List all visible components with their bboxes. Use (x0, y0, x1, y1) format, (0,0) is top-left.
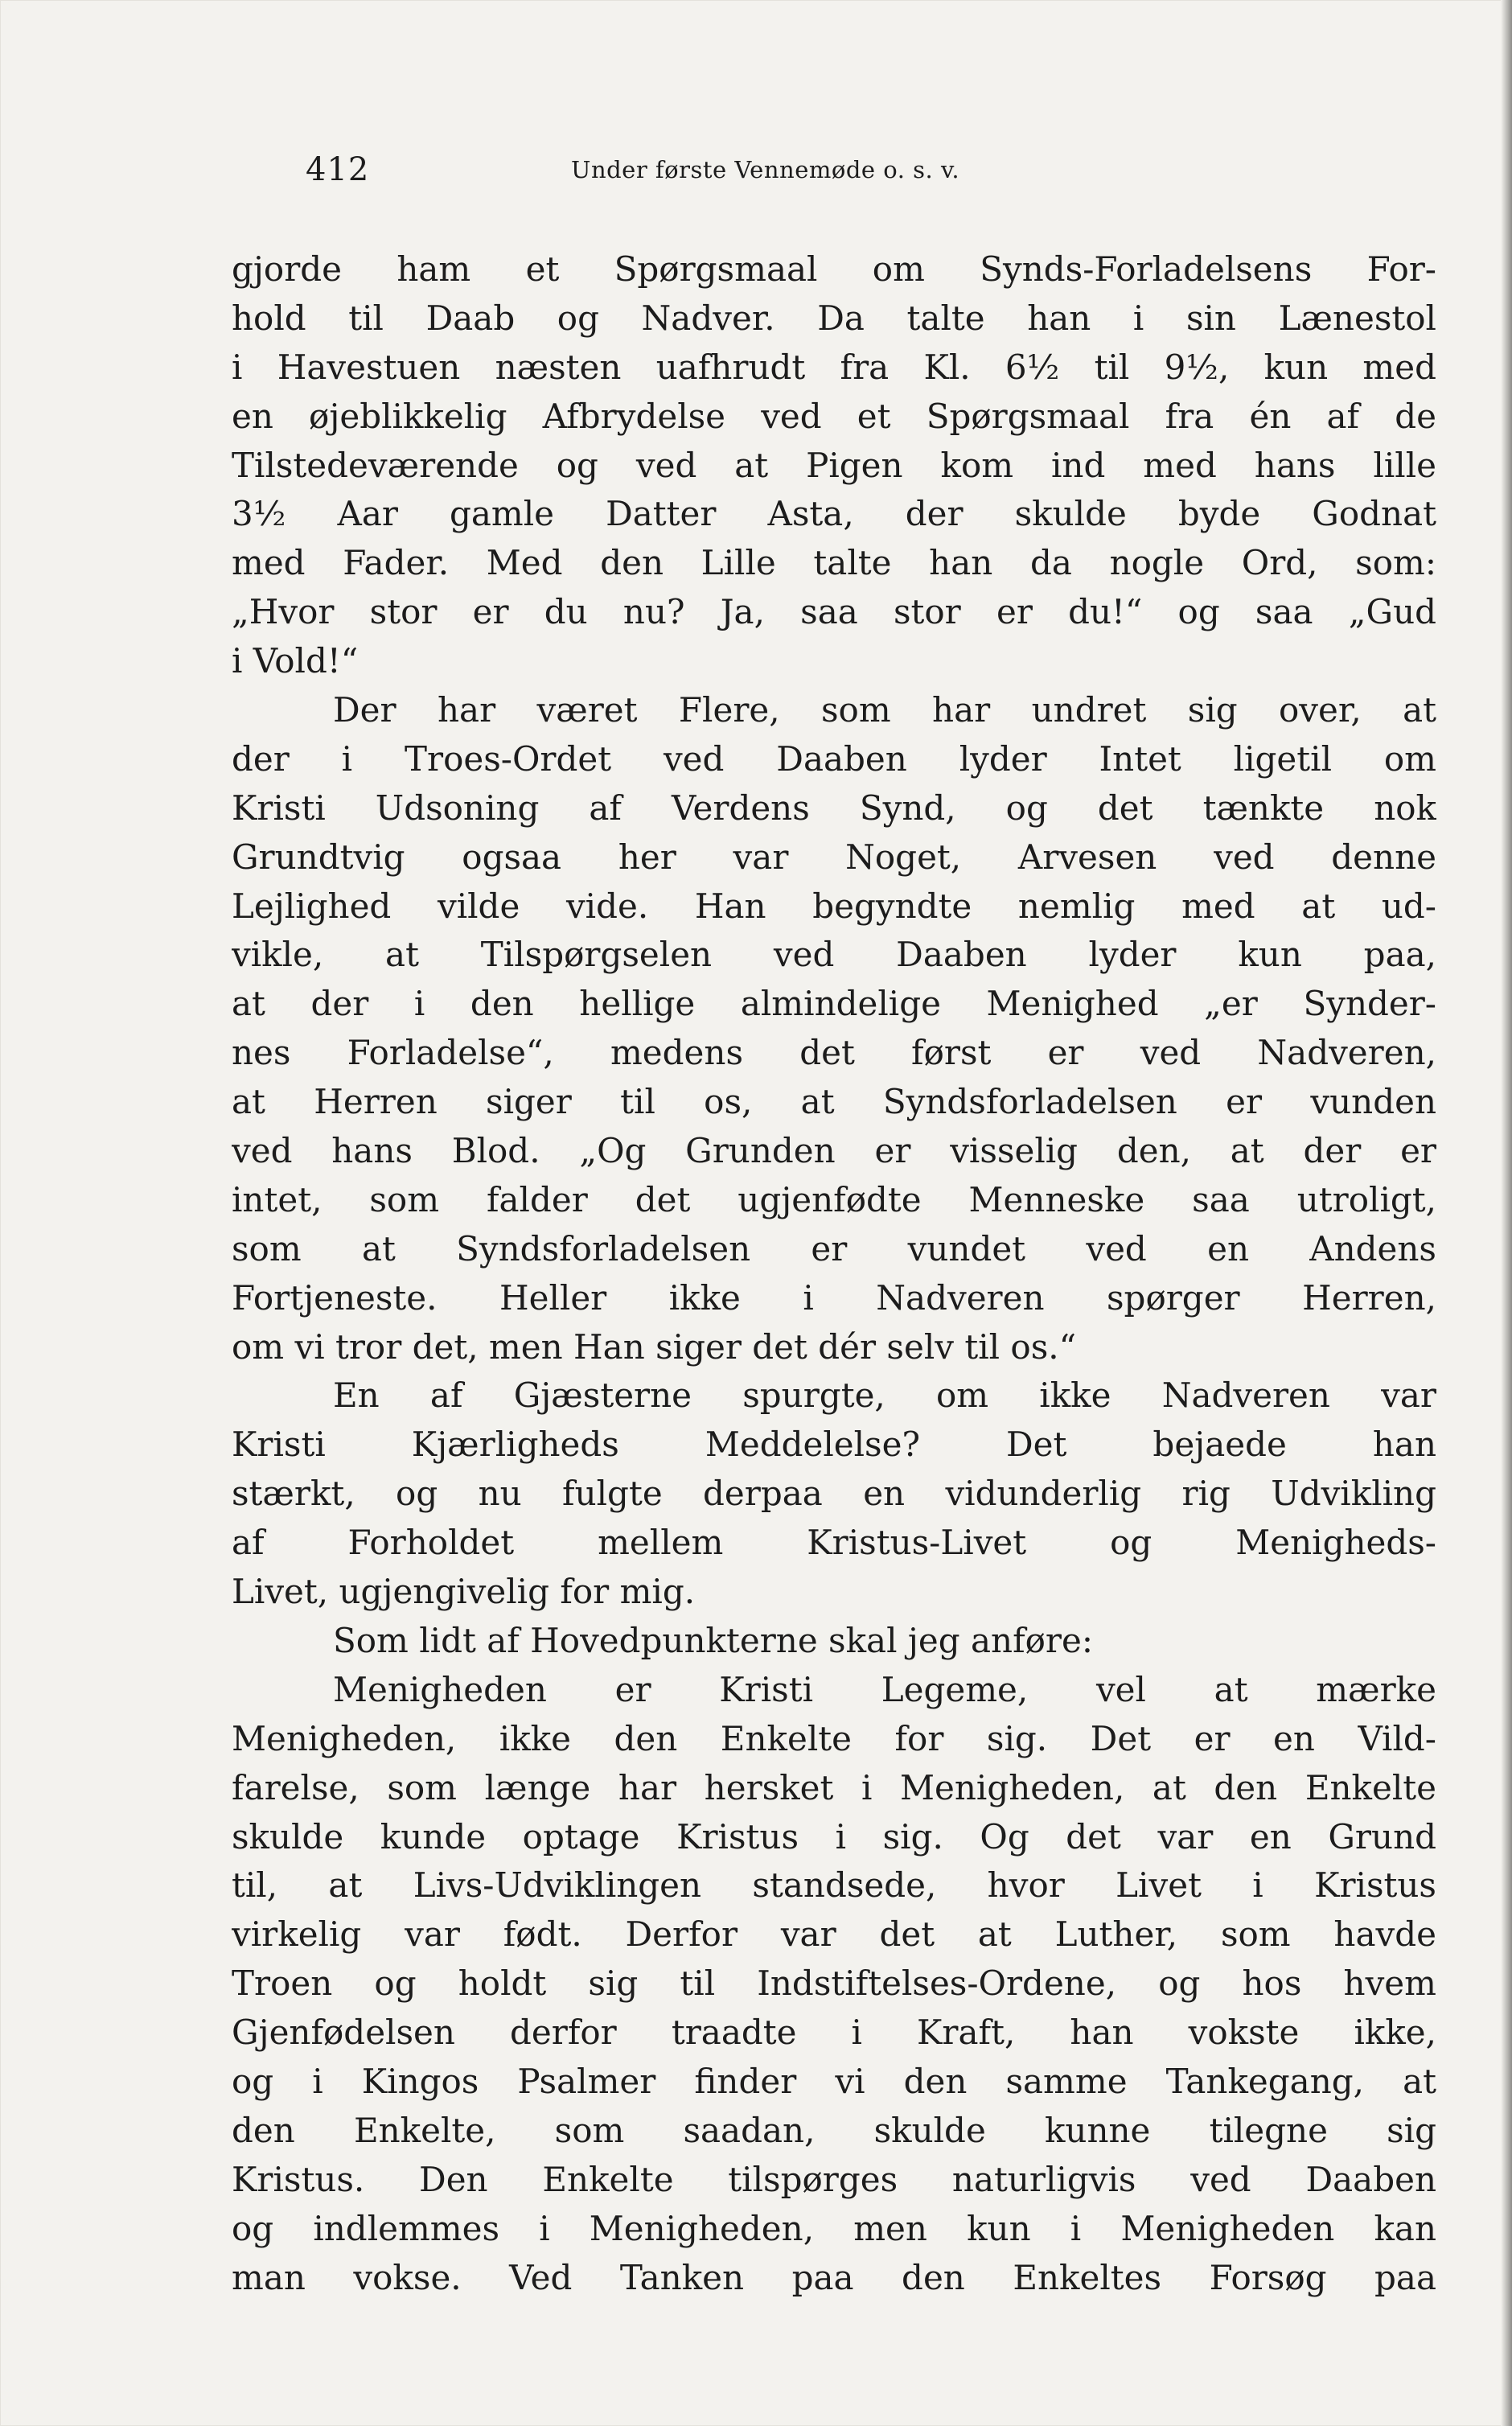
body-text (232, 245, 1436, 2302)
text-line: Gjenfødelsen derfor traadte i Kraft, han vokste ikke, (232, 2013, 1436, 2053)
text-line: 3½ Aar gamle Datter Asta, der skulde byde Godnat (232, 494, 1436, 534)
text-line: om vi tror det, men Han siger det dér selv til os.“ (232, 1326, 1077, 1367)
text-line: af Forholdet mellem Kristus-Livet og Menigheds- (232, 1523, 1436, 1563)
text-line: Menigheden er Kristi Legeme, vel at mærke (333, 1669, 1436, 1709)
text-line: hold til Daab og Nadver. Da talte han i sin Lænestol (232, 298, 1436, 338)
text-line: at der i den hellige almindelige Menighed „er Synder- (232, 984, 1436, 1024)
text-line: Menigheden, ikke den Enkelte for sig. Det er en Vild- (232, 1718, 1436, 1758)
text-line: nes Forladelse“, medens det først er ved Nadveren, (232, 1033, 1436, 1073)
page-header (306, 151, 1158, 191)
text-line: en øjeblikkelig Afbrydelse ved et Spørgsmaal fra én af de (232, 396, 1436, 436)
text-line: En af Gjæsterne spurgte, om ikke Nadveren var (333, 1375, 1436, 1416)
text-line: og i Kingos Psalmer finder vi den samme Tankegang, at (232, 2061, 1436, 2101)
text-line: som at Syndsforladelsen er vundet ved en Andens (232, 1228, 1436, 1269)
text-line: vikle, at Tilspørgselen ved Daaben lyder kun paa, (232, 935, 1436, 975)
text-line: Livet, ugjengivelig for mig. (232, 1572, 696, 1612)
text-line: farelse, som længe har hersket i Menigheden, at den Enkelte (232, 1767, 1436, 1807)
text-line: man vokse. Ved Tanken paa den Enkeltes Forsøg paa (232, 2257, 1436, 2297)
running-head: Under første Vennemøde o. s. v. (571, 156, 960, 183)
text-line: „Hvor stor er du nu? Ja, saa stor er du!“ og saa „Gud (232, 592, 1436, 632)
text-line: Tilstedeværende og ved at Pigen kom ind med hans lille (232, 445, 1436, 485)
text-line: Grundtvig ogsaa her var Noget, Arvesen ved denne (232, 837, 1436, 877)
text-line: virkelig var født. Derfor var det at Luther, som havde (232, 1914, 1436, 1955)
text-line: Troen og holdt sig til Indstiftelses-Ordene, og hos hvem (232, 1963, 1436, 2004)
text-line: stærkt, og nu fulgte derpaa en vidunderlig rig Udvikling (232, 1474, 1436, 1514)
text-line: skulde kunde optage Kristus i sig. Og det var en Grund (232, 1816, 1436, 1857)
text-line: at Herren siger til os, at Syndsforladelsen er vunden (232, 1082, 1436, 1122)
text-line: Som lidt af Hovedpunkterne skal jeg anføre: (333, 1620, 1093, 1660)
text-line: i Havestuen næsten uafhrudt fra Kl. 6½ til 9½, kun med (232, 347, 1436, 387)
text-line: Lejlighed vilde vide. Han begyndte nemlig med at ud- (232, 886, 1436, 926)
page-number: 412 (306, 151, 370, 188)
text-line: intet, som falder det ugjenfødte Menneske saa utroligt, (232, 1179, 1436, 1219)
text-line: Kristus. Den Enkelte tilspørges naturligvis ved Daaben (232, 2159, 1436, 2199)
text-line: til, at Livs-Udviklingen standsede, hvor Livet i Kristus (232, 1865, 1436, 1906)
text-line: Der har været Flere, som har undret sig over, at (333, 690, 1436, 730)
text-line: ved hans Blod. „Og Grunden er visselig den, at der er (232, 1131, 1436, 1171)
text-line: i Vold!“ (232, 641, 359, 681)
text-line: den Enkelte, som saadan, skulde kunne tilegne sig (232, 2110, 1436, 2150)
page-edge-shadow (1501, 0, 1512, 2426)
text-line: Kristi Udsoning af Verdens Synd, og det tænkte nok (232, 787, 1436, 828)
text-line: og indlemmes i Menigheden, men kun i Menigheden kan (232, 2208, 1436, 2248)
text-line: der i Troes-Ordet ved Daaben lyder Intet ligetil om (232, 738, 1436, 779)
text-line: Fortjeneste. Heller ikke i Nadveren spørger Herren, (232, 1277, 1436, 1318)
text-line: Kristi Kjærligheds Meddelelse? Det bejaede han (232, 1425, 1436, 1465)
text-line: gjorde ham et Spørgsmaal om Synds-Forladelsens For- (232, 249, 1436, 289)
text-line: med Fader. Med den Lille talte han da nogle Ord, som: (232, 543, 1436, 583)
